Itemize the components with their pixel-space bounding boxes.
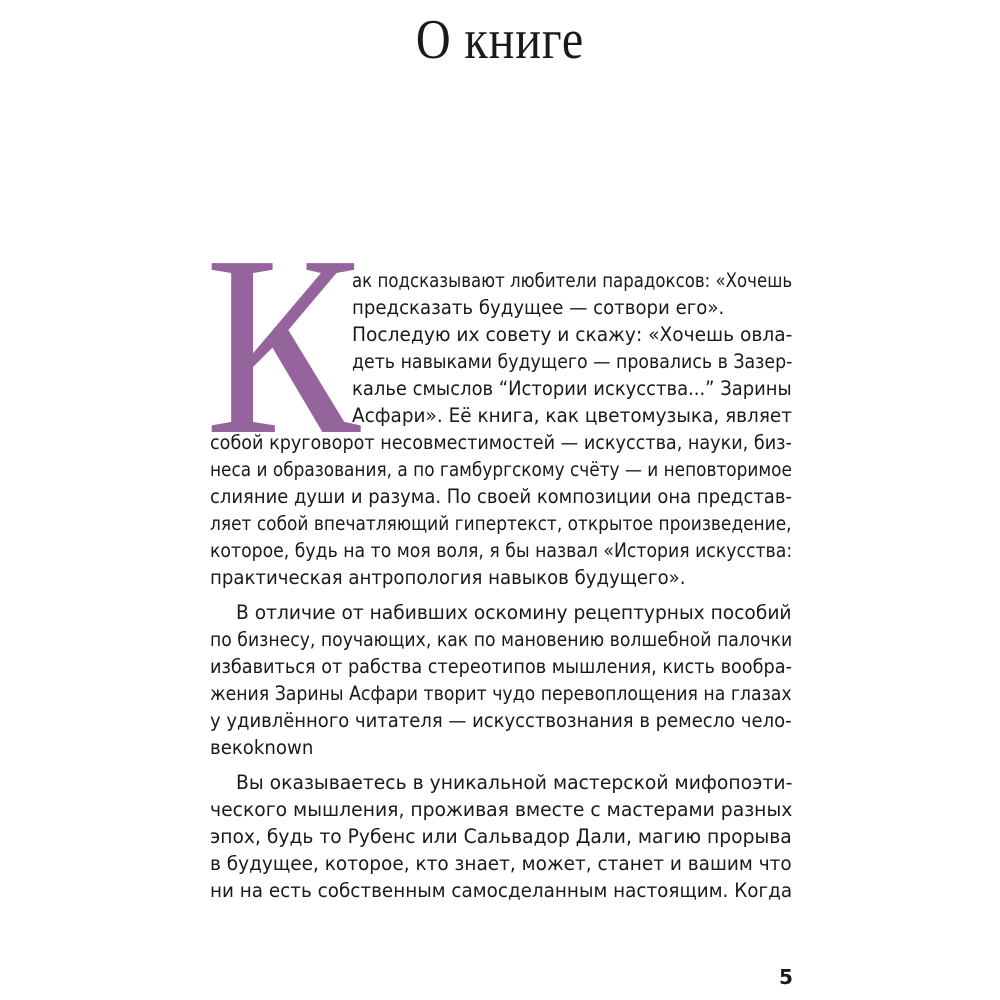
drop-cap-letter: К	[205, 202, 360, 488]
page-title: О книге	[415, 9, 585, 71]
body-line-3: Последую их совету и скажу: «Хочешь овла-	[352, 323, 793, 346]
body-line-17: у удивлённого читателя — искусствознания в ремесло чело-	[210, 709, 792, 732]
page-number: 5	[779, 965, 793, 989]
body-line-8: неса и образования, а по гамбургскому счёту — и неповторимое	[210, 458, 792, 481]
body-line-19: Вы оказываетесь в уникальной мастерской мифопоэти-	[236, 771, 793, 794]
body-line-6: Асфари». Её книга, как цветомузыка, являет	[352, 404, 793, 427]
body-line-10: ляет собой впечатляющий гипертекст, открытое произведение,	[210, 512, 792, 535]
body-line-14: по бизнесу, поучающих, как по мановению волшебной палочки	[210, 628, 793, 651]
body-line-9: слияние души и разума. По своей композиции она представ-	[210, 485, 792, 508]
body-line-2: предсказать будущее — сотвори его».	[352, 296, 725, 319]
body-line-13: В отличие от набивших оскомину рецептурных пособий	[236, 601, 792, 624]
body-line-16: жения Зарины Асфари творит чудо перевоплощения на глазах	[210, 682, 792, 705]
body-line-22: в будущее, которое, кто знает, может, станет и вашим что	[210, 852, 792, 875]
body-line-23: ни на есть собственным самосделанным настоящим. Когда	[210, 879, 793, 902]
body-line-7: собой круговорот несовместимостей — искусства, науки, биз-	[210, 431, 792, 454]
body-line-11: которое, будь на то моя воля, я бы назвал «История искусства:	[210, 539, 793, 562]
body-line-18: векоknown	[210, 736, 314, 759]
body-line-21: эпох, будь то Рубенс или Сальвадор Дали, магию прорыва	[210, 825, 792, 848]
body-line-15: избавиться от рабства стереотипов мышления, кисть вообра-	[210, 655, 792, 678]
body-line-20: ческого мышления, проживая вместе с мастерами разных	[210, 798, 793, 821]
body-line-4: деть навыками будущего — провались в Зазер-	[352, 350, 793, 373]
body-line-5: калье смыслов “Истории искусства...” Зарины	[352, 377, 792, 400]
body-line-12: практическая антропология навыков будущего».	[210, 566, 686, 589]
body-line-1: ак подсказывают любители парадоксов: «Хочешь	[352, 269, 793, 292]
